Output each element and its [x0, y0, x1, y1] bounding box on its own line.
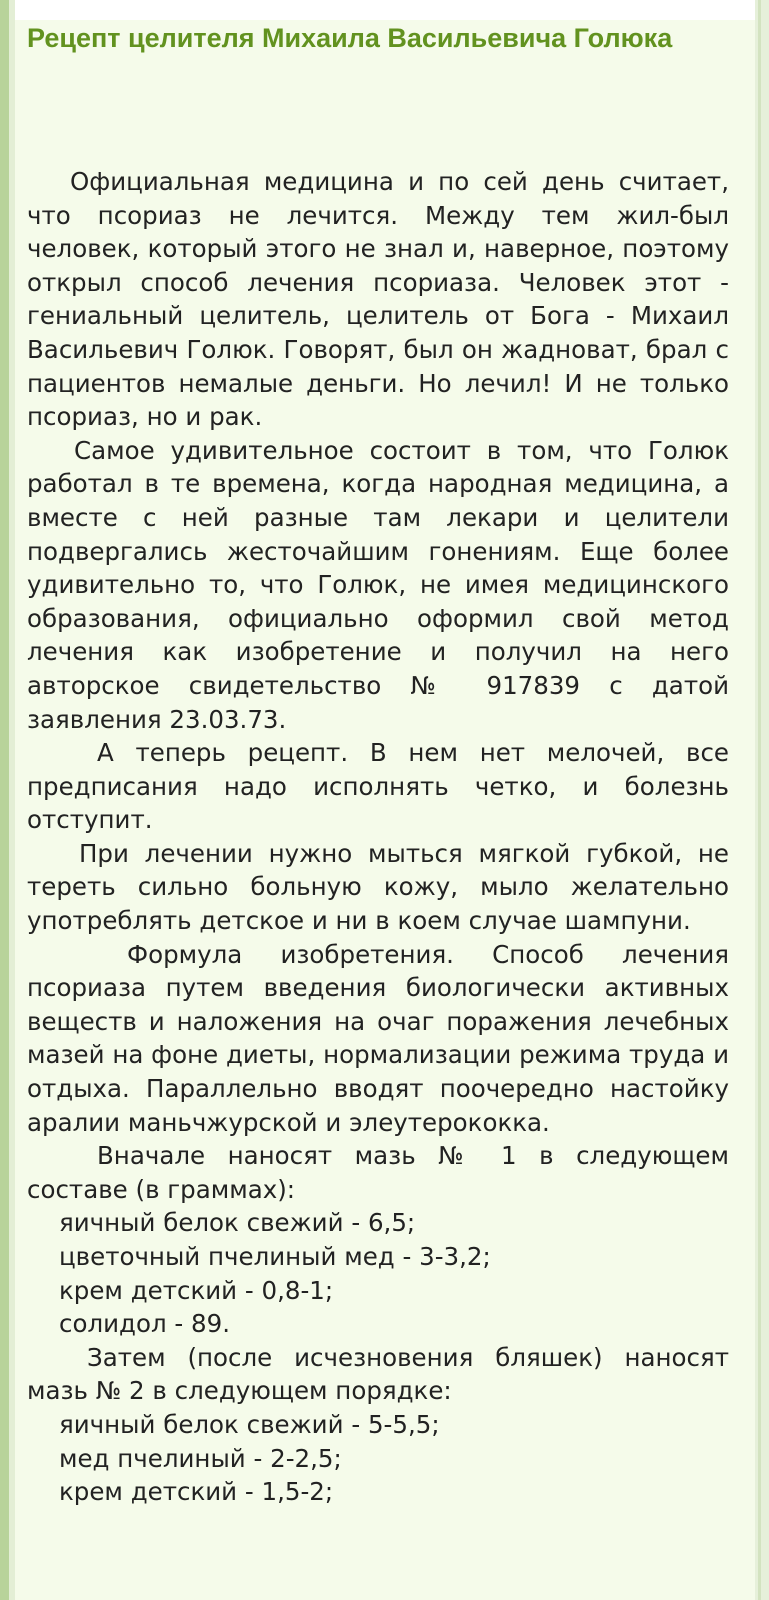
paragraph-washing: При лечении нужно мыться мягкой губкой, не тереть сильно больную кожу, мыло желательно употреблять детское и ни в коем случае шампуни. [27, 838, 729, 936]
top-strip [0, 0, 769, 20]
article-body [27, 165, 729, 1509]
ingredient-item: яичный белок свежий - 5-5,5; [59, 1409, 440, 1439]
ingredient-item: цветочный пчелиный мед - 3-3,2; [59, 1242, 491, 1271]
ingredient-item: солидол - 89. [59, 1309, 231, 1339]
ingredient-item: яичный белок свежий - 6,5; [59, 1208, 416, 1238]
ingredient-item: крем детский - 0,8-1; [59, 1275, 334, 1305]
paragraph-intro: Официальная медицина и по сей день считает, что псориаз не лечится. Между тем жил-был человек, который этого не знал и, наверное, поэтому открыл способ лечения псориаза. Человек этот - гениальный целитель, целитель от Бога - Михаил Васильевич Голюк. Говорят, был он жадноват, брал с пациентов немалые деньги. Но лечил! И не только псориаз, но и рак. [27, 167, 729, 432]
paragraph-ointment-1-intro: Вначале наносят мазь № 1 в следующем составе (в граммах): [27, 1141, 729, 1204]
paragraph-formula: Формула изобретения. Способ лечения псориаза путем введения биологически активных веществ и наложения на очаг поражения лечебных мазей на фоне диеты, нормализации режима труда и отдыха. Параллельно вводят поочередно настойку аралии маньчжурской и элеутерококка. [27, 939, 729, 1137]
paragraph-recipe-intro: А теперь рецепт. В нем нет мелочей, все предписания надо исполнять четко, и болезнь отступит. [27, 738, 729, 835]
article-title: Рецепт целителя Михаила Васильевича Голюка [27, 23, 673, 53]
article-panel [15, 20, 755, 1600]
paragraph-history: Самое удивительное состоит в том, что Голюк работал в те времена, когда народная медицина, а вместе с ней разные там лекари и целители подвергались жесточайшим гонениям. Еще более удивительно то, что Голюк, не имея медицинского образования, официально оформил свой метод лечения как изобретение и получил на него авторское свидетельство № 917839 с датой заявления 23.03.73. [27, 435, 729, 734]
right-scrollbar-line [758, 0, 761, 1600]
paragraph-ointment-2-intro: Затем (после исчезновения бляшек) наносят мазь № 2 в следующем порядке: [27, 1342, 729, 1406]
ointment-1-ingredients [27, 1206, 729, 1340]
ingredient-item: мед пчелиный - 2-2,5; [59, 1443, 342, 1473]
ointment-2-ingredients [27, 1408, 729, 1509]
left-border [0, 0, 9, 1600]
ingredient-item: крем детский - 1,5-2; [59, 1477, 334, 1507]
